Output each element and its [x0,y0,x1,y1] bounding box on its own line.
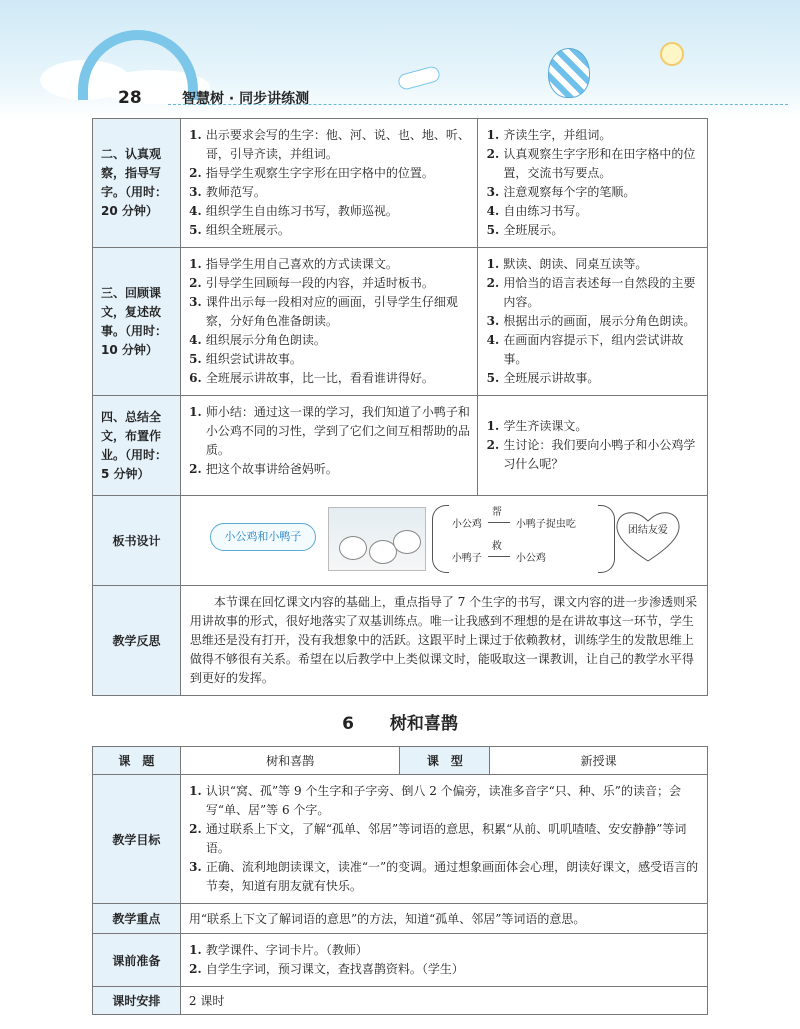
list-item: 4. 在画面内容提示下，组内尝试讲故事。 [503,331,700,369]
table-row [93,586,708,696]
type-value: 新授课 [490,747,708,775]
board-design [182,497,706,583]
table-row [93,396,708,496]
rooster-label: 小公鸡 [451,519,482,530]
sun-icon [660,42,684,66]
section-number: 6 [342,714,354,734]
key-point-label: 教学重点 [93,904,181,934]
list-item: 3. 教师范写。 [206,183,470,202]
header-divider [168,104,788,105]
list-item: 1. 认识“窝、孤”等 9 个生字和子字旁、倒八 2 个偏旁，读准多音字“只、种、乐”的读音；会写“单、居”等 6 个字。 [206,782,700,820]
topic-value: 树和喜鹊 [180,747,400,775]
type-label: 课 型 [400,747,490,775]
book-title: 智慧树 · 同步讲练测 [182,91,310,107]
connector-line [488,556,510,557]
list-item: 1. 默读、朗读、同桌互读等。 [503,255,700,274]
glider-icon [397,65,442,91]
table-row [93,987,708,1015]
table-row [93,747,708,775]
catch-bugs-label: 小鸭子捉虫吃 [515,519,576,530]
student-activities-list [479,120,706,246]
student-activities-list [479,411,706,480]
preparation-label: 课前准备 [93,934,181,987]
duck-label: 小鸭子 [451,553,482,564]
step-label: 二、认真观察，指导写字。（用时：20 分钟） [93,119,181,248]
section-heading: 树和喜鹊 [389,714,458,734]
list-item: 1. 出示要求会写的生字：他、河、说、也、地、听、哥，引导齐读，并组词。 [206,126,470,164]
list-item: 4. 组织学生自由练习书写，教师巡视。 [206,202,470,221]
duck-icon [339,536,367,560]
teacher-activities-list [182,397,476,485]
lesson-plan-table [92,118,708,696]
list-item: 5. 全班展示讲故事。 [503,369,700,388]
goals-label: 教学目标 [93,775,181,904]
list-item: 1. 指导学生用自己喜欢的方式读课文。 [206,255,470,274]
left-bracket [432,505,449,573]
schedule-value: 2 课时 [180,987,707,1015]
list-item: 5. 全班展示。 [503,221,700,240]
list-item: 2. 自学生字词，预习课文，查找喜鹊资料。（学生） [206,960,700,979]
step-label: 三、回顾课文，复述故事。（用时：10 分钟） [93,248,181,396]
ducks-picture [328,507,426,571]
table-row [93,119,708,248]
connector-line [488,522,510,523]
reflection-text: 本节课在回忆课文内容的基础上，重点指导了 7 个生字的书写，课文内容的进一步渗透则采用讲故事的形式，很好地落实了双基训练点。唯一让我感到不理想的是在讲故事这一环节，学生思维还是没有打开，没有我想象中的活跃。这跟平时上课过于依赖教材，训练学生的发散思维上做得不够很有关系。希望在以后教学中上类似课文时，能吸取这一课教训，让自己的教学水平得到更好的发挥。 [189,595,698,685]
list-item: 5. 组织尝试讲故事。 [206,350,470,369]
board-design-label: 板书设计 [93,496,181,586]
step-label: 四、总结全文，布置作业。（用时：5 分钟） [93,396,181,496]
list-item: 3. 正确、流利地朗读课文，读准“一”的变调。通过想象画面体会心理，朗读好课文，感受语言的节奏，知道有朋友就有快乐。 [206,858,700,896]
student-activities-list [479,249,706,394]
page-number: 28 [118,88,142,108]
list-item: 2. 认真观察生字字形和在田字格中的位置，交流书写要点。 [503,145,700,183]
topic-label: 课 题 [93,747,181,775]
list-item: 2. 指导学生观察生字字形在田字格中的位置。 [206,164,470,183]
table-row [93,248,708,396]
help-label: 帮 [491,507,502,518]
teacher-activities-list [182,249,476,394]
teacher-activities-list [182,120,476,246]
table-row [93,496,708,586]
schedule-label: 课时安排 [93,987,181,1015]
list-item: 6. 全班展示讲故事，比一比，看看谁讲得好。 [206,369,470,388]
list-item: 1. 教学课件、字词卡片。（教师） [206,941,700,960]
list-item: 2. 引导学生回顾每一段的内容，并适时板书。 [206,274,470,293]
list-item: 1. 齐读生字，并组词。 [503,126,700,145]
list-item: 1. 学生齐读课文。 [503,417,700,436]
list-item: 2. 用恰当的语言表述每一自然段的主要内容。 [503,274,700,312]
board-title-bubble: 小公鸡和小鸭子 [210,523,316,551]
list-item: 5. 组织全班展示。 [206,221,470,240]
list-item: 2. 通过联系上下文，了解“孤单、邻居”等词语的意思，积累“从前、叽叽喳喳、安安静静”等词语。 [206,820,700,858]
list-item: 3. 注意观察每个字的笔顺。 [503,183,700,202]
reflection-label: 教学反思 [93,586,181,696]
list-item: 2. 把这个故事讲给爸妈听。 [206,460,470,479]
heart-text: 团结友爱 [627,525,668,536]
goals-list [182,776,706,902]
table-row [93,904,708,934]
list-item: 3. 课件出示每一段相对应的画面，引导学生仔细观察，分好角色准备朗读。 [206,293,470,331]
list-item: 1. 师小结：通过这一课的学习，我们知道了小鸭子和小公鸡不同的习性，学到了它们之间互相帮助的品质。 [206,403,470,460]
rooster-icon [393,530,421,554]
table-row [93,934,708,987]
hot-air-balloon-icon [548,48,590,98]
list-item: 4. 组织展示分角色朗读。 [206,331,470,350]
section-title [0,709,800,734]
preparation-list [182,935,706,985]
table-row [93,775,708,904]
page-header [0,0,800,118]
list-item: 4. 自由练习书写。 [503,202,700,221]
save-label: 救 [491,541,502,552]
lesson-info-table [92,746,708,1015]
list-item: 2. 生讨论：我们要向小鸭子和小公鸡学习什么呢？ [503,436,700,474]
rooster-label-2: 小公鸡 [515,553,546,564]
list-item: 3. 根据出示的画面，展示分角色朗读。 [503,312,700,331]
key-point-text: 用“联系上下文了解词语的意思”的方法，知道“孤单、邻居”等词语的意思。 [180,904,707,934]
